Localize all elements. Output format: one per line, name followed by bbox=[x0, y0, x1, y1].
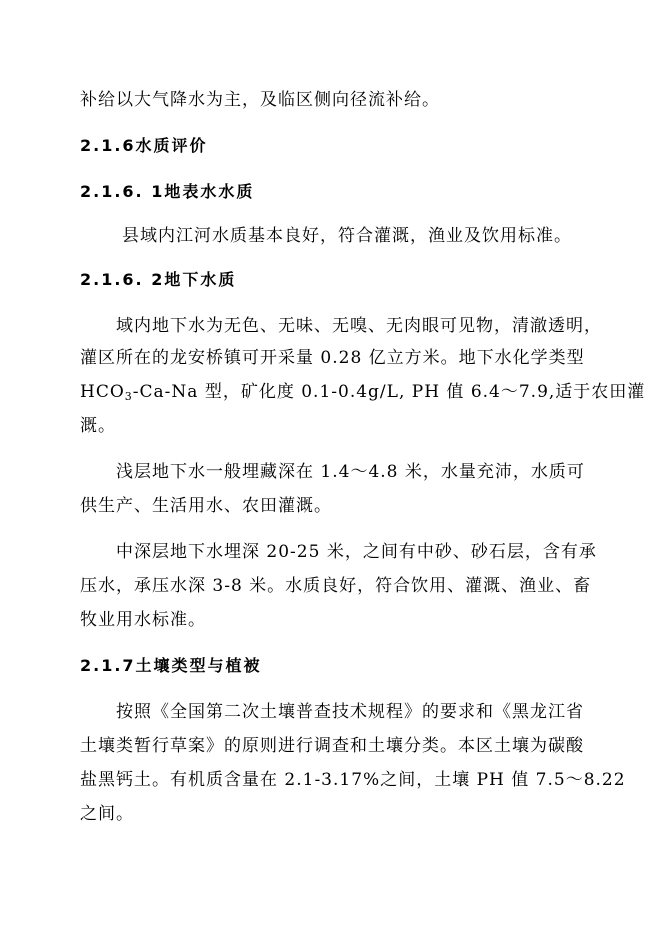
groundwater-line-3-text: -Ca-Na 型，矿化度 0.1-0.4g/L, PH 值 6.4～7.9,适于农田灌 bbox=[132, 382, 646, 402]
paragraph-continuation: 补给以大气降水为主，及临区侧向径流补给。 bbox=[80, 90, 440, 110]
paragraph-soil-line-3: 盐黑钙土。有机质含量在 2.1-3.17%之间，土壤 PH 值 7.5～8.22 bbox=[80, 770, 626, 790]
paragraph-middeep-line-1: 中深层地下水埋深 20-25 米，之间有中砂、砂石层，含有承 bbox=[116, 542, 597, 562]
heading-2-1-6: 2.1.6水质评价 bbox=[80, 136, 208, 155]
paragraph-groundwater-line-4: 溉。 bbox=[80, 416, 116, 436]
paragraph-groundwater-line-2: 灌区所在的龙安桥镇可开采量 0.28 亿立方米。地下水化学类型 bbox=[80, 348, 585, 368]
paragraph-soil-line-4: 之间。 bbox=[80, 804, 134, 824]
paragraph-shallow-line-1: 浅层地下水一般埋藏深在 1.4～4.8 米，水量充沛，水质可 bbox=[116, 462, 585, 482]
formula-subscript: 3 bbox=[124, 390, 133, 403]
heading-2-1-6-1: 2.1.6. 1地表水水质 bbox=[80, 182, 255, 201]
heading-2-1-7: 2.1.7土壤类型与植被 bbox=[80, 656, 262, 675]
formula-hco: HCO bbox=[80, 382, 125, 402]
paragraph-groundwater-line-1: 域内地下水为无色、无味、无嗅、无肉眼可见物，清澈透明， bbox=[116, 316, 602, 336]
paragraph-soil-line-2: 土壤类暂行草案》的原则进行调查和土壤分类。本区土壤为碳酸 bbox=[80, 736, 584, 756]
heading-2-1-6-2: 2.1.6. 2地下水质 bbox=[80, 270, 237, 289]
paragraph-shallow-line-2: 供生产、生活用水、农田灌溉。 bbox=[80, 496, 332, 516]
paragraph-middeep-line-2: 压水，承压水深 3-8 米。水质良好，符合饮用、灌溉、渔业、畜 bbox=[80, 576, 592, 596]
paragraph-surface-water: 县域内江河水质基本良好，符合灌溉，渔业及饮用标准。 bbox=[122, 226, 572, 246]
paragraph-middeep-line-3: 牧业用水标准。 bbox=[80, 610, 206, 630]
paragraph-groundwater-line-3 bbox=[80, 380, 645, 404]
paragraph-soil-line-1: 按照《全国第二次土壤普查技术规程》的要求和《黑龙江省 bbox=[116, 702, 584, 722]
